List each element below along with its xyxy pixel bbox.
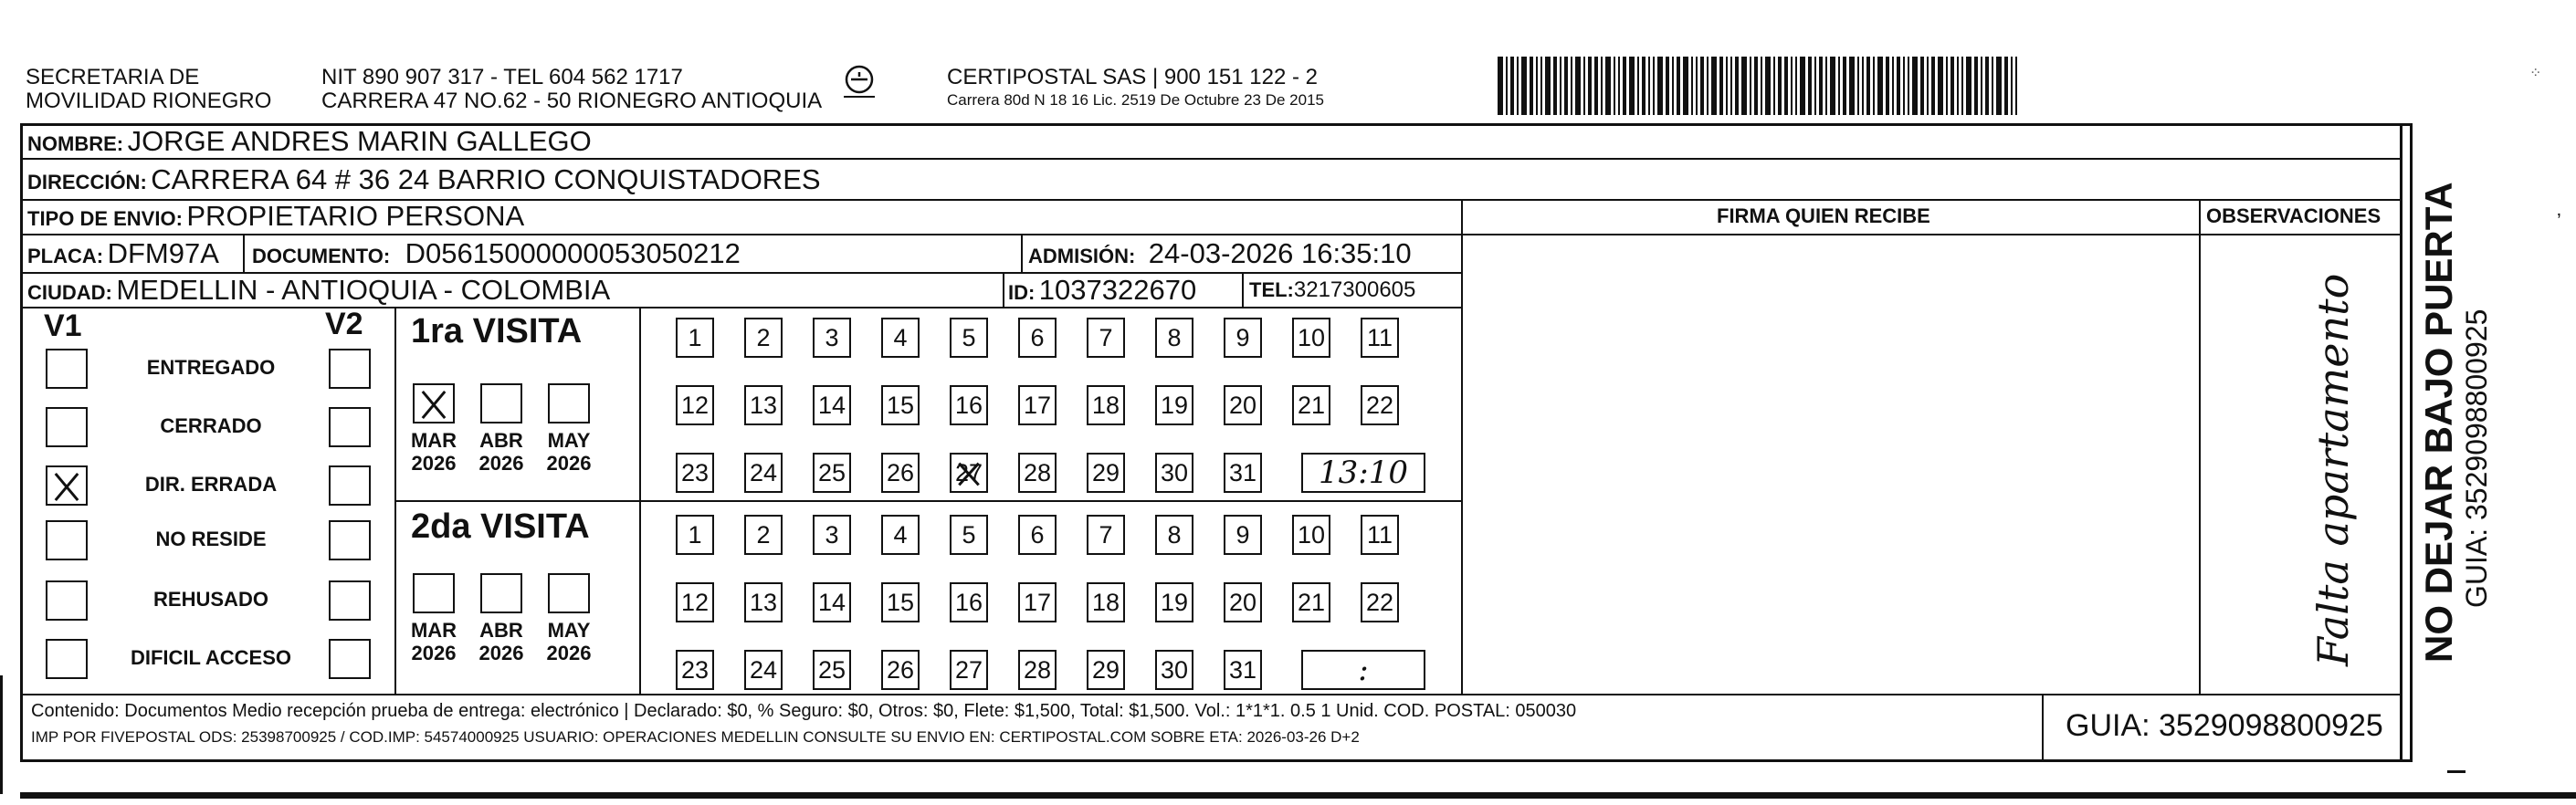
barcode-bar (2004, 57, 2008, 115)
barcode (1498, 57, 2020, 115)
barcode-bar (1957, 57, 1959, 115)
barcode-bar (1920, 57, 1924, 115)
barcode-bar (1575, 57, 1581, 115)
footer-guia: GUIA: 3529098800925 (2066, 708, 2383, 743)
side-block (2418, 182, 2493, 663)
bottom-rule (20, 792, 2576, 799)
month-label (474, 619, 529, 664)
day-box[interactable]: 17 (1018, 582, 1057, 622)
tipo-envio-row (27, 200, 524, 233)
day-box[interactable]: 23 (676, 650, 714, 690)
status-v1-checkbox[interactable] (46, 520, 88, 560)
month-name: ABR (479, 429, 523, 452)
barcode-bar (1560, 57, 1561, 115)
day-box[interactable]: 19 (1155, 385, 1193, 425)
day-box[interactable]: 30 (1155, 453, 1193, 493)
day-box[interactable]: 24 (744, 650, 783, 690)
firma-header: FIRMA QUIEN RECIBE (1717, 204, 1930, 227)
id-field (1008, 274, 1196, 307)
status-v1-checkbox[interactable] (46, 639, 88, 679)
month-label (406, 619, 461, 664)
barcode-bar (1819, 57, 1823, 115)
sender-line-2: MOVILIDAD RIONEGRO (26, 89, 272, 113)
day-box[interactable]: 26 (881, 650, 920, 690)
day-box[interactable]: 3 (813, 515, 851, 555)
month-name: MAR (410, 429, 457, 452)
day-box[interactable]: 14 (813, 385, 851, 425)
barcode-bar (1992, 57, 1993, 115)
barcode-bar (1946, 57, 1948, 115)
placa-value: DFM97A (107, 237, 219, 269)
month-year: 2026 (546, 642, 592, 664)
barcode-bar (1571, 57, 1572, 115)
barcode-bar (1808, 57, 1812, 115)
barcode-bar (1498, 57, 1503, 115)
barcode-bar (1741, 57, 1747, 115)
barcode-bar (1623, 57, 1626, 115)
day-box[interactable]: 8 (1155, 318, 1193, 358)
day-box[interactable]: 26 (881, 453, 920, 493)
nombre-value: JORGE ANDRES MARIN GALLEGO (127, 125, 592, 157)
day-box[interactable]: 15 (881, 385, 920, 425)
day-box[interactable]: 23 (676, 453, 714, 493)
documento-field (252, 237, 741, 270)
month-checkbox[interactable] (548, 383, 590, 423)
barcode-bar (1696, 57, 1698, 115)
left-edge-rule (0, 675, 3, 794)
day-box[interactable]: 21 (1292, 582, 1330, 622)
barcode-bar (1750, 57, 1751, 115)
barcode-bar (1908, 57, 1909, 115)
id-value: 1037322670 (1038, 274, 1197, 306)
day-box[interactable]: 30 (1155, 650, 1193, 690)
tel-field (1249, 277, 1415, 303)
day-box[interactable]: 14 (813, 582, 851, 622)
day-box[interactable]: 7 (1087, 515, 1125, 555)
barcode-bar (1843, 57, 1846, 115)
nombre-row (27, 125, 592, 158)
barcode-bar (1594, 57, 1598, 115)
barcode-bar (1691, 57, 1693, 115)
barcode-bar (1735, 57, 1739, 115)
barcode-bar (1719, 57, 1723, 115)
barcode-bar (1791, 57, 1793, 115)
barcode-bar (1618, 57, 1620, 115)
scan-mark-icon: ʼ (2557, 210, 2561, 233)
barcode-bar (1521, 57, 1527, 115)
status-v2-checkbox[interactable] (329, 580, 371, 621)
day-box[interactable]: 22 (1361, 385, 1399, 425)
barcode-bar (1588, 57, 1592, 115)
barcode-bar (1614, 57, 1615, 115)
day-box[interactable]: 4 (881, 515, 920, 555)
day-box[interactable]: 15 (881, 582, 920, 622)
scan-mark-icon: ⁘ (2529, 66, 2542, 81)
day-box[interactable]: 18 (1087, 385, 1125, 425)
status-v2-checkbox[interactable] (329, 349, 371, 389)
time-box[interactable]: 13:10 (1301, 453, 1425, 493)
day-box[interactable]: 31 (1224, 453, 1262, 493)
footer-line-1: Contenido: Documentos Medio recepción prueba de entrega: electrónico | Declarado: $0, % Seguro: $0, Otros: $0, Flete: $1,500, Total: $1,500. Vol.: 1*1*1. 0.5 1 Unid. COD. POSTAL: 050030 (31, 701, 1577, 721)
barcode-bar (1553, 57, 1557, 115)
side-warning: NO DEJAR BAJO PUERTA (2417, 182, 2460, 663)
barcode-bar (1981, 57, 1982, 115)
status-label: DIR. ERRADA (144, 473, 278, 496)
month-label (406, 429, 461, 475)
ciudad-field (27, 274, 610, 307)
time-box[interactable]: : (1301, 650, 1425, 690)
month-checkbox[interactable] (480, 573, 522, 613)
month-name: ABR (479, 619, 523, 642)
barcode-bar (1506, 57, 1508, 115)
month-name: MAY (547, 619, 591, 642)
barcode-bar (1877, 57, 1883, 115)
month-name: MAR (410, 619, 457, 642)
day-box[interactable]: 9 (1224, 318, 1262, 358)
day-box[interactable]: 19 (1155, 582, 1193, 622)
barcode-bar (1912, 57, 1918, 115)
tel-value: 3217300605 (1293, 277, 1416, 302)
barcode-bar (1974, 57, 1978, 115)
barcode-bar (1666, 57, 1669, 115)
day-box[interactable]: 25 (813, 453, 851, 493)
nit-line: NIT 890 907 317 - TEL 604 562 1717 (321, 65, 683, 89)
status-v1-checkbox[interactable] (46, 349, 88, 389)
barcode-bar (1730, 57, 1732, 115)
month-checkbox[interactable] (480, 383, 522, 423)
sender-line-1: SECRETARIA DE (26, 65, 200, 89)
tipo-envio-value: PROPIETARIO PERSONA (186, 200, 525, 232)
status-v2-checkbox[interactable] (329, 520, 371, 560)
day-box[interactable]: 5 (950, 318, 988, 358)
month-year: 2026 (411, 452, 457, 475)
barcode-bar (1927, 57, 1929, 115)
day-box[interactable]: 6 (1018, 318, 1057, 358)
day-box[interactable]: 28 (1018, 453, 1057, 493)
month-label (474, 429, 529, 475)
barcode-bar (1814, 57, 1816, 115)
courier-line-1: CERTIPOSTAL SAS | 900 151 122 - 2 (947, 65, 1318, 89)
placa-field (27, 237, 219, 270)
barcode-bar (1778, 57, 1782, 115)
barcode-bar (1754, 57, 1758, 115)
direccion-label: DIRECCIÓN: (27, 171, 147, 193)
barcode-bar (1849, 57, 1855, 115)
barcode-bar (1903, 57, 1905, 115)
day-box[interactable]: 24 (744, 453, 783, 493)
barcode-bar (1517, 57, 1519, 115)
nombre-label: NOMBRE: (27, 132, 124, 155)
day-box[interactable]: 4 (881, 318, 920, 358)
address-line: CARRERA 47 NO.62 - 50 RIONEGRO ANTIOQUIA (321, 89, 823, 113)
status-label: DIFICIL ACCESO (130, 646, 291, 669)
barcode-bar (1510, 57, 1514, 115)
tel-label: TEL: (1249, 278, 1294, 301)
barcode-bar (2015, 57, 2017, 115)
barcode-bar (1800, 57, 1805, 115)
visit1-title: 1ra VISITA (411, 312, 583, 350)
barcode-bar (1931, 57, 1935, 115)
barcode-bar (1966, 57, 1971, 115)
month-checkbox[interactable] (413, 573, 455, 613)
status-v1-checkbox[interactable] (46, 465, 88, 506)
day-box[interactable]: 28 (1018, 650, 1057, 690)
barcode-bar (1765, 57, 1771, 115)
v2-header: V2 (325, 307, 363, 341)
status-v1-checkbox[interactable] (46, 580, 88, 621)
barcode-bar (1857, 57, 1859, 115)
month-year: 2026 (478, 452, 524, 475)
direccion-row (27, 163, 821, 196)
day-box[interactable]: 1 (676, 515, 714, 555)
barcode-bar (1873, 57, 1875, 115)
day-box[interactable]: 25 (813, 650, 851, 690)
barcode-bar (1825, 57, 1827, 115)
courier-block (947, 66, 1324, 110)
direccion-value: CARRERA 64 # 36 24 BARRIO CONQUISTADORES (151, 163, 821, 195)
barcode-bar (2011, 57, 2013, 115)
barcode-bar (1545, 57, 1551, 115)
barcode-bar (1838, 57, 1840, 115)
placa-label: PLACA: (27, 245, 104, 267)
barcode-bar (1866, 57, 1870, 115)
courier-line-2: Carrera 80d N 18 16 Lic. 2519 De Octubre 23 De 2015 (947, 91, 1324, 109)
ciudad-value: MEDELLIN - ANTIOQUIA - COLOMBIA (116, 274, 611, 306)
day-box[interactable]: 29 (1087, 453, 1125, 493)
status-label: CERRADO (160, 414, 262, 437)
day-box[interactable]: 27 (950, 650, 988, 690)
month-name: MAY (547, 429, 591, 452)
ciudad-label: CIUDAD: (27, 281, 112, 304)
day-box[interactable]: 18 (1087, 582, 1125, 622)
day-box[interactable]: 12 (676, 582, 714, 622)
status-v1-checkbox[interactable] (46, 407, 88, 447)
day-box[interactable]: 6 (1018, 515, 1057, 555)
day-box[interactable]: 20 (1224, 582, 1262, 622)
barcode-bar (1536, 57, 1538, 115)
barcode-bar (1707, 57, 1709, 115)
barcode-bar (1540, 57, 1542, 115)
day-box[interactable]: 29 (1087, 650, 1125, 690)
barcode-bar (1530, 57, 1533, 115)
barcode-bar (1700, 57, 1704, 115)
barcode-bar (1830, 57, 1835, 115)
barcode-bar (1938, 57, 1943, 115)
month-checkbox[interactable] (413, 383, 455, 423)
side-guia: GUIA: 3529098800925 (2460, 308, 2493, 608)
barcode-bar (1601, 57, 1603, 115)
day-box[interactable]: 27 (950, 453, 988, 493)
barcode-bar (1564, 57, 1568, 115)
barcode-bar (1761, 57, 1762, 115)
day-box[interactable]: 20 (1224, 385, 1262, 425)
day-box[interactable]: 16 (950, 385, 988, 425)
barcode-bar (1653, 57, 1655, 115)
admision-field (1028, 237, 1412, 270)
day-box[interactable]: 13 (744, 385, 783, 425)
v1-header: V1 (44, 308, 82, 343)
status-label: REHUSADO (153, 588, 268, 611)
admision-label: ADMISIÓN: (1028, 245, 1136, 267)
barcode-bar (1583, 57, 1585, 115)
day-box[interactable]: 2 (744, 515, 783, 555)
observation-handwritten: Falta apartamento (2308, 273, 2358, 666)
barcode-bar (1795, 57, 1797, 115)
month-year: 2026 (546, 452, 592, 475)
day-box[interactable]: 1 (676, 318, 714, 358)
day-box[interactable]: 7 (1087, 318, 1125, 358)
month-year: 2026 (478, 642, 524, 664)
status-label: ENTREGADO (146, 356, 276, 379)
status-v2-checkbox[interactable] (329, 639, 371, 679)
barcode-bar (1657, 57, 1663, 115)
barcode-bar (1629, 57, 1635, 115)
footer-line-2: IMP POR FIVEPOSTAL ODS: 25398700925 / COD.IMP: 54574000925 USUARIO: OPERACIONES MEDELLIN CONSULTE SU ENVIO EN: CERTIPOSTAL.COM SOBRE ETA: 2026-03-26 D+2 (31, 728, 1360, 746)
barcode-bar (1961, 57, 1963, 115)
barcode-bar (1726, 57, 1728, 115)
day-box[interactable]: 11 (1361, 318, 1399, 358)
barcode-bar (1683, 57, 1688, 115)
day-box[interactable]: 2 (744, 318, 783, 358)
month-checkbox[interactable] (548, 573, 590, 613)
documento-value: D05615000000053050212 (405, 237, 741, 269)
day-box[interactable]: 21 (1292, 385, 1330, 425)
status-v2-checkbox[interactable] (329, 407, 371, 447)
barcode-bar (1605, 57, 1611, 115)
barcode-bar (1950, 57, 1954, 115)
barcode-bar (1773, 57, 1775, 115)
barcode-bar (1642, 57, 1645, 115)
barcode-bar (1996, 57, 2002, 115)
month-label (541, 619, 596, 664)
month-year: 2026 (411, 642, 457, 664)
day-box[interactable]: 3 (813, 318, 851, 358)
status-v2-checkbox[interactable] (329, 465, 371, 506)
courier-logo-icon (840, 64, 878, 102)
barcode-bar (1677, 57, 1680, 115)
id-label: ID: (1008, 281, 1036, 304)
barcode-bar (1637, 57, 1639, 115)
day-box[interactable]: 9 (1224, 515, 1262, 555)
day-box[interactable]: 31 (1224, 650, 1262, 690)
nit-block (321, 66, 822, 113)
observaciones-header: OBSERVACIONES (2206, 204, 2381, 227)
day-box[interactable]: 5 (950, 515, 988, 555)
day-box[interactable]: 22 (1361, 582, 1399, 622)
barcode-bar (1711, 57, 1717, 115)
day-box[interactable]: 12 (676, 385, 714, 425)
barcode-bar (1648, 57, 1650, 115)
day-box[interactable]: 8 (1155, 515, 1193, 555)
barcode-bar (1672, 57, 1674, 115)
day-box[interactable]: 10 (1292, 318, 1330, 358)
barcode-bar (1897, 57, 1900, 115)
day-box[interactable]: 11 (1361, 515, 1399, 555)
scan-mark (2447, 770, 2466, 773)
documento-label: DOCUMENTO: (252, 245, 391, 267)
day-box[interactable]: 17 (1018, 385, 1057, 425)
barcode-bar (1985, 57, 1989, 115)
barcode-bar (1886, 57, 1889, 115)
sender-block (26, 66, 271, 113)
day-box[interactable]: 16 (950, 582, 988, 622)
visit2-title: 2da VISITA (411, 507, 590, 546)
barcode-bar (1862, 57, 1864, 115)
barcode-bar (1892, 57, 1894, 115)
day-box[interactable]: 10 (1292, 515, 1330, 555)
status-label: NO RESIDE (155, 528, 267, 550)
barcode-bar (1784, 57, 1788, 115)
tipo-envio-label: TIPO DE ENVIO: (27, 207, 183, 230)
month-label (541, 429, 596, 475)
day-box[interactable]: 13 (744, 582, 783, 622)
admision-value: 24-03-2026 16:35:10 (1148, 237, 1412, 269)
